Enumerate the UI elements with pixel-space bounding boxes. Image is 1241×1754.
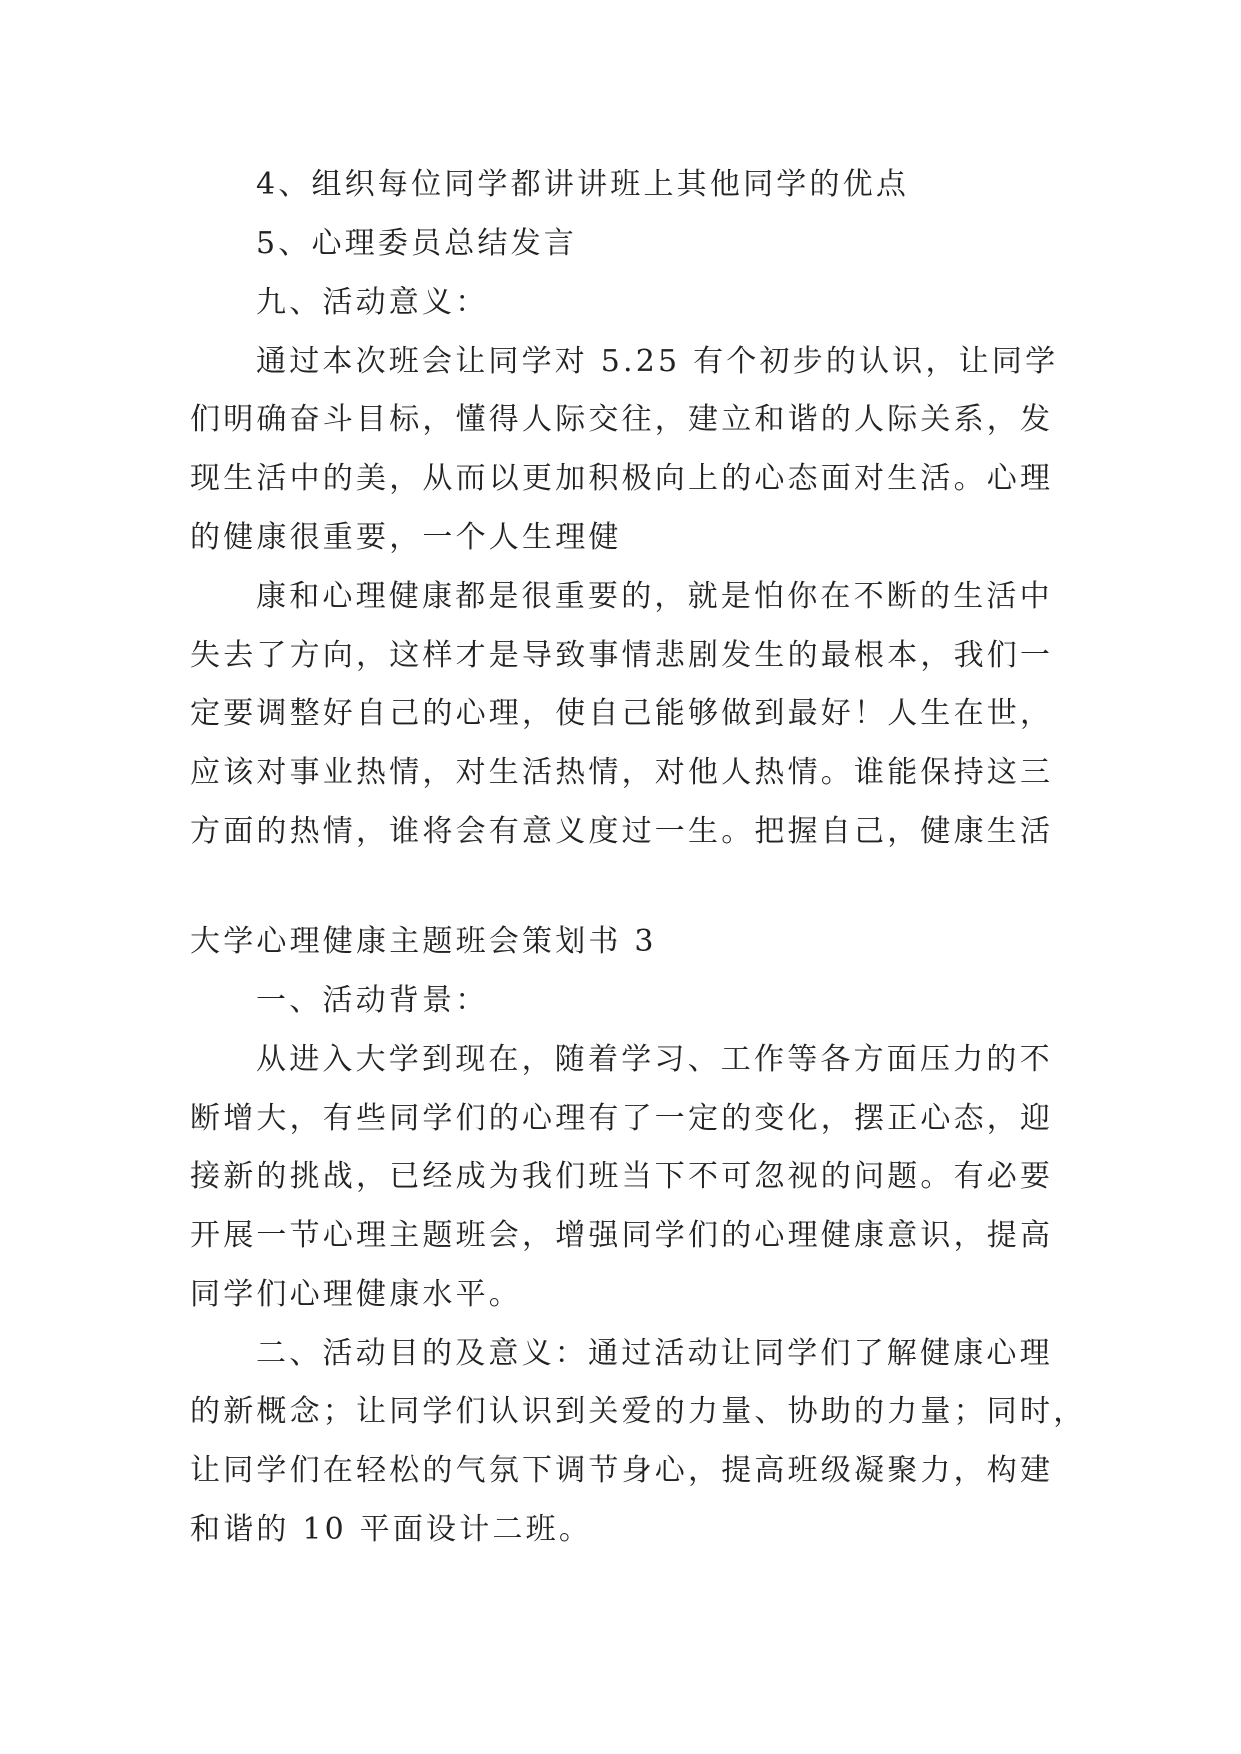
body-line-2: 5、心理委员总结发言: [256, 226, 578, 261]
body-line-21: 的新概念；让同学们认识到关爱的力量、协助的力量；同时，: [190, 1394, 1087, 1429]
body-line-16: 断增大，有些同学们的心理有了一定的变化，摆正心态，迎: [190, 1101, 1054, 1136]
body-line-9: 失去了方向，这样才是导致事情悲剧发生的最根本，我们一: [190, 638, 1054, 673]
body-line-15: 从进入大学到现在，随着学习、工作等各方面压力的不: [256, 1042, 1053, 1077]
section-heading-nine: 九、活动意义：: [256, 285, 489, 320]
body-line-8: 康和心理健康都是很重要的，就是怕你在不断的生活中: [256, 579, 1053, 614]
body-line-7: 的健康很重要，一个人生理健: [190, 520, 622, 555]
body-line-12: 方面的热情，谁将会有意义度过一生。把握自己，健康生活: [190, 814, 1054, 849]
body-line-1: 4、组织每位同学都讲讲班上其他同学的优点: [256, 167, 910, 202]
body-line-17: 接新的挑战，已经成为我们班当下不可忽视的问题。有必要: [190, 1159, 1054, 1194]
body-line-5: 们明确奋斗目标，懂得人际交往，建立和谐的人际关系，发: [190, 402, 1054, 437]
body-line-22: 让同学们在轻松的气氛下调节身心，提高班级凝聚力，构建: [190, 1453, 1054, 1488]
section-heading-two: 二、活动目的及意义：通过活动让同学们了解健康心理: [256, 1336, 1053, 1371]
body-line-4: 通过本次班会让同学对 5.25 有个初步的认识，让同学: [256, 344, 1059, 379]
body-line-18: 开展一节心理主题班会，增强同学们的心理健康意识，提高: [190, 1218, 1054, 1253]
document-title: 大学心理健康主题班会策划书 3: [190, 924, 657, 959]
body-line-11: 应该对事业热情，对生活热情，对他人热情。谁能保持这三: [190, 755, 1054, 790]
section-heading-one: 一、活动背景：: [256, 983, 489, 1018]
body-line-23: 和谐的 10 平面设计二班。: [190, 1512, 593, 1547]
body-line-19: 同学们心理健康水平。: [190, 1277, 522, 1312]
body-line-6: 现生活中的美，从而以更加积极向上的心态面对生活。心理: [190, 461, 1054, 496]
body-line-10: 定要调整好自己的心理，使自己能够做到最好！人生在世，: [190, 696, 1054, 731]
